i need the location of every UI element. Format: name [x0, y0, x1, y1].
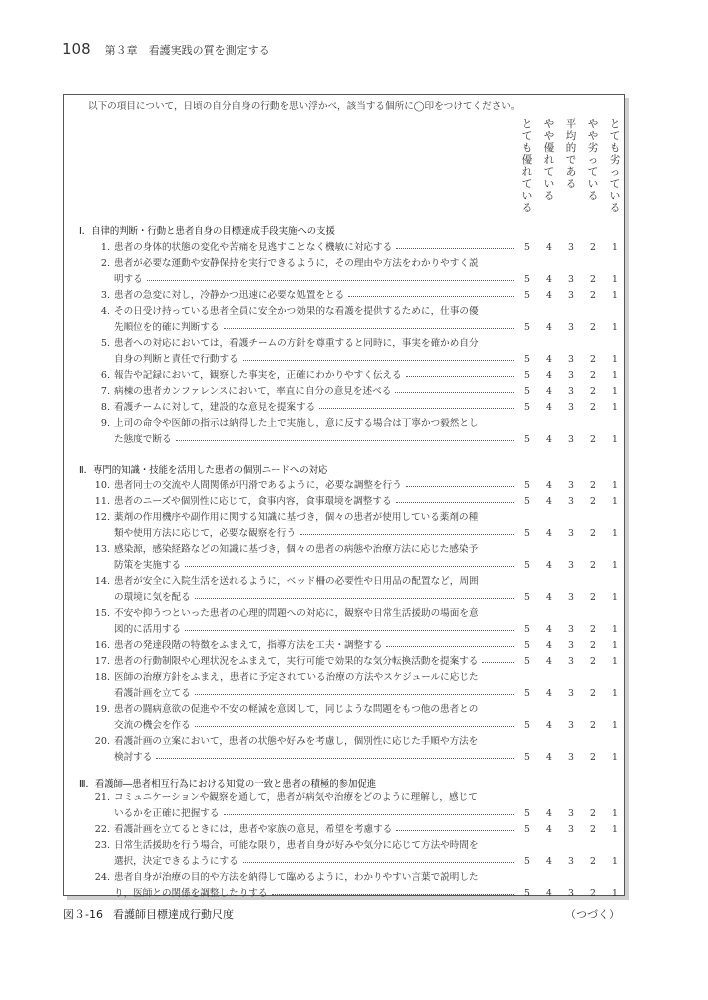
- questionnaire-item: [88, 400, 624, 416]
- score-option[interactable]: 5: [524, 370, 530, 381]
- item-number: 6.: [100, 370, 110, 381]
- item-line: [88, 304, 624, 320]
- item-line: [88, 686, 624, 702]
- score-option[interactable]: 4: [546, 386, 552, 397]
- score-option[interactable]: 5: [524, 354, 530, 365]
- figure-number: 図３-16: [63, 908, 103, 921]
- score-option[interactable]: 1: [612, 808, 618, 819]
- score-option[interactable]: 4: [546, 688, 552, 699]
- questionnaire-item: [88, 288, 624, 304]
- questionnaire-item: [88, 542, 624, 574]
- score-option[interactable]: 4: [546, 480, 552, 491]
- score-option[interactable]: 4: [546, 856, 552, 867]
- score-option[interactable]: 5: [524, 290, 530, 301]
- scale-header: や や 優 れ て い る: [543, 118, 555, 202]
- questionnaire-item: [88, 510, 624, 542]
- item-line: [88, 886, 624, 902]
- questionnaire-item: [88, 494, 624, 510]
- item-line: [88, 400, 624, 416]
- page-header: [62, 40, 270, 58]
- score-option[interactable]: 1: [612, 322, 618, 333]
- score-option[interactable]: 1: [612, 856, 618, 867]
- item-number: 15.: [94, 608, 110, 619]
- item-line: [88, 384, 624, 400]
- questionnaire-item: [88, 336, 624, 368]
- item-text: 薬剤の作用機序や副作用に関する知識に基づき，個々の患者が使用している薬剤の種: [114, 512, 479, 523]
- item-text: 先順位を的確に判断する: [114, 322, 220, 333]
- questionnaire-item: [88, 240, 624, 256]
- score-option[interactable]: 4: [546, 290, 552, 301]
- item-text: 患者の発達段階の特徴をふまえて，指導方法を工夫・調整する: [114, 640, 383, 651]
- dotted-leader: [185, 629, 514, 631]
- item-number: 11.: [94, 496, 110, 507]
- score-option[interactable]: 5: [524, 592, 530, 603]
- item-text: 看護計画を立てるときには，患者や家族の意見，希望を考慮する: [114, 824, 393, 835]
- item-text: 患者が必要な運動や安静保持を実行できるように，その理由や方法をわかりやすく説: [114, 258, 479, 269]
- item-text: 不安や抑うつといった患者の心理的問題への対応に，観察や日常生活援助の場面を意: [114, 608, 479, 619]
- score-option[interactable]: 1: [612, 290, 618, 301]
- score-option[interactable]: 1: [612, 888, 618, 899]
- questionnaire-item: [88, 256, 624, 288]
- item-number: 21.: [94, 792, 110, 803]
- item-text: 患者が安全に入院生活を送れるように，ベッド柵の必要性や日用品の配置など，周囲: [114, 576, 479, 587]
- dotted-leader: [176, 439, 514, 441]
- score-option[interactable]: 1: [612, 592, 618, 603]
- score-option[interactable]: 3: [568, 888, 574, 899]
- dotted-leader: [195, 597, 514, 599]
- score-option[interactable]: 2: [590, 640, 596, 651]
- dotted-leader: [386, 645, 514, 647]
- item-text: た態度で断る: [114, 434, 172, 445]
- score-option[interactable]: 3: [568, 560, 574, 571]
- item-text: 患者同士の交流や人間関係が円滑であるように，必要な調整を行う: [114, 480, 402, 491]
- item-number: 17.: [94, 656, 110, 667]
- questionnaire-item: [88, 870, 624, 902]
- score-option[interactable]: 1: [612, 656, 618, 667]
- item-line: [88, 432, 624, 448]
- item-line: [88, 320, 624, 336]
- questionnaire-item: [88, 822, 624, 838]
- score-option[interactable]: 2: [590, 322, 596, 333]
- item-number: 1.: [100, 242, 110, 253]
- score-option[interactable]: 5: [524, 496, 530, 507]
- dotted-leader: [406, 485, 514, 487]
- score-option[interactable]: 4: [546, 888, 552, 899]
- score-option[interactable]: 2: [590, 274, 596, 285]
- score-option[interactable]: 3: [568, 640, 574, 651]
- item-text: の環境に気を配る: [114, 592, 191, 603]
- score-option[interactable]: 5: [524, 386, 530, 397]
- item-number: 8.: [100, 402, 110, 413]
- score-option[interactable]: 1: [612, 434, 618, 445]
- score-option[interactable]: 4: [546, 592, 552, 603]
- item-line: [88, 654, 624, 670]
- item-text: 選択，決定できるようにする: [114, 856, 239, 867]
- score-option[interactable]: 5: [524, 752, 530, 763]
- score-option[interactable]: 3: [568, 856, 574, 867]
- score-option[interactable]: 5: [524, 624, 530, 635]
- item-text: 患者の急変に対し，冷静かつ迅速に必要な処置をとる: [114, 290, 345, 301]
- score-option[interactable]: 2: [590, 290, 596, 301]
- section-title: Ⅲ．看護師―患者相互行為における知覚の一致と患者の積極的参加促進: [79, 779, 377, 790]
- score-option[interactable]: 5: [524, 242, 530, 253]
- item-text: 日常生活援助を行う場合，可能な限り，患者自身が好みや気分に応じて方法や時間を: [114, 840, 479, 851]
- score-option[interactable]: 4: [546, 824, 552, 835]
- figure-caption: [63, 906, 234, 922]
- score-option[interactable]: 5: [524, 528, 530, 539]
- item-line: [88, 272, 624, 288]
- score-option[interactable]: 4: [546, 322, 552, 333]
- score-option[interactable]: 2: [590, 354, 596, 365]
- questionnaire-item: [88, 734, 624, 766]
- questionnaire-item: [88, 606, 624, 638]
- score-option[interactable]: 5: [524, 274, 530, 285]
- score-option[interactable]: 3: [568, 496, 574, 507]
- item-line: [88, 606, 624, 622]
- score-option[interactable]: 4: [546, 656, 552, 667]
- scale-header: と て も 劣 っ て い る: [609, 118, 621, 214]
- score-option[interactable]: 2: [590, 434, 596, 445]
- score-option[interactable]: 5: [524, 640, 530, 651]
- item-line: [88, 240, 624, 256]
- score-option[interactable]: 5: [524, 656, 530, 667]
- item-line: [88, 822, 624, 838]
- instruction-text: 以下の項目について，日頃の自分自身の行動を思い浮かべ，該当する個所に◯印をつけてください。: [88, 101, 521, 112]
- score-option[interactable]: 5: [524, 856, 530, 867]
- item-line: [88, 590, 624, 606]
- item-line: [88, 494, 624, 510]
- score-option[interactable]: 3: [568, 354, 574, 365]
- score-option[interactable]: 1: [612, 752, 618, 763]
- score-option[interactable]: 1: [612, 560, 618, 571]
- score-option[interactable]: 5: [524, 480, 530, 491]
- item-text: 患者のニーズや個別性に応じて，食事内容，食事環境を調整する: [114, 496, 392, 507]
- score-option[interactable]: 1: [612, 242, 618, 253]
- item-text: 交流の機会を作る: [114, 720, 191, 731]
- continued-note: （つづく）: [565, 908, 620, 921]
- item-text: 図的に活用する: [114, 624, 182, 635]
- dotted-leader: [185, 565, 514, 567]
- item-line: [88, 256, 624, 272]
- score-option[interactable]: 3: [568, 434, 574, 445]
- score-option[interactable]: 5: [524, 888, 530, 899]
- score-option[interactable]: 3: [568, 592, 574, 603]
- score-option[interactable]: 2: [590, 688, 596, 699]
- scale-header: 平 均 的 で あ る: [565, 118, 577, 190]
- score-option[interactable]: 5: [524, 322, 530, 333]
- item-line: [88, 558, 624, 574]
- score-option[interactable]: 3: [568, 242, 574, 253]
- score-option[interactable]: 1: [612, 624, 618, 635]
- score-option[interactable]: 5: [524, 560, 530, 571]
- item-text: その日受け持っている患者全員に安全かつ効果的な看護を提供するために，仕事の優: [114, 306, 479, 317]
- item-number: 22.: [94, 824, 110, 835]
- item-number: 10.: [94, 480, 110, 491]
- item-line: [88, 336, 624, 352]
- score-option[interactable]: 5: [524, 824, 530, 835]
- item-text: 検討する: [114, 752, 153, 763]
- questionnaire-item: [88, 638, 624, 654]
- dotted-leader: [156, 757, 514, 759]
- item-text: 上司の命令や医師の指示は納得した上で実施し，意に反する場合は丁寧かつ毅然とし: [114, 418, 479, 429]
- scale-header: と て も 優 れ て い る: [521, 118, 533, 214]
- score-option[interactable]: 3: [568, 274, 574, 285]
- questionnaire-item: [88, 574, 624, 606]
- dotted-leader: [300, 533, 514, 535]
- item-text: 感染源，感染経路などの知識に基づき，個々の患者の病態や治療方法に応じた感染予: [114, 544, 479, 555]
- item-text: 看護チームに対して，建設的な意見を提案する: [114, 402, 316, 413]
- score-option[interactable]: 2: [590, 808, 596, 819]
- item-text: り，医師との関係を調整したりする: [114, 888, 268, 899]
- score-option[interactable]: 4: [546, 720, 552, 731]
- dotted-leader: [319, 407, 514, 409]
- item-text: 患者への対応においては，看護チームの方針を尊重すると同時に，事実を確かめ自分: [114, 338, 479, 349]
- score-option[interactable]: 5: [524, 720, 530, 731]
- item-number: 23.: [94, 840, 110, 851]
- score-option[interactable]: 4: [546, 370, 552, 381]
- section-title: Ⅱ．専門的知識・技能を活用した患者の個別ニードへの対応: [79, 465, 328, 476]
- score-option[interactable]: 2: [590, 752, 596, 763]
- item-line: [88, 638, 624, 654]
- item-text: 患者の行動制限や心理状況をふまえて，実行可能で効果的な気分転換活動を提案する: [114, 656, 479, 667]
- score-option[interactable]: 5: [524, 808, 530, 819]
- score-option[interactable]: 4: [546, 402, 552, 413]
- item-number: 24.: [94, 872, 110, 883]
- score-option[interactable]: 3: [568, 720, 574, 731]
- item-line: [88, 702, 624, 718]
- item-line: [88, 288, 624, 304]
- score-option[interactable]: 4: [546, 752, 552, 763]
- dotted-leader: [272, 893, 514, 895]
- dotted-leader: [396, 247, 514, 249]
- score-option[interactable]: 4: [546, 434, 552, 445]
- score-option[interactable]: 2: [590, 560, 596, 571]
- score-option[interactable]: 5: [524, 402, 530, 413]
- dotted-leader: [406, 375, 514, 377]
- score-option[interactable]: 2: [590, 624, 596, 635]
- item-line: [88, 574, 624, 590]
- questionnaire-item: [88, 384, 624, 400]
- score-option[interactable]: 2: [590, 656, 596, 667]
- item-text: 明する: [114, 274, 143, 285]
- item-line: [88, 854, 624, 870]
- item-text: 医師の治療方針をふまえ，患者に予定されている治療の方法やスケジュールに応じた: [114, 672, 479, 683]
- item-text: 報告や記録において，観察した事実を，正確にわかりやすく伝える: [114, 370, 402, 381]
- item-line: [88, 718, 624, 734]
- item-number: 19.: [94, 704, 110, 715]
- item-line: [88, 670, 624, 686]
- score-option[interactable]: 1: [612, 386, 618, 397]
- score-option[interactable]: 1: [612, 824, 618, 835]
- dotted-leader: [482, 661, 514, 663]
- dotted-leader: [224, 327, 514, 329]
- score-option[interactable]: 2: [590, 496, 596, 507]
- chapter-title: 第３章 看護実践の質を測定する: [104, 44, 270, 57]
- item-text: 看護計画の立案において，患者の状態や好みを考慮し，個別性に応じた手順や方法を: [114, 736, 479, 747]
- score-option[interactable]: 2: [590, 592, 596, 603]
- score-option[interactable]: 3: [568, 624, 574, 635]
- score-option[interactable]: 2: [590, 402, 596, 413]
- score-option[interactable]: 1: [612, 688, 618, 699]
- score-option[interactable]: 1: [612, 274, 618, 285]
- score-option[interactable]: 1: [612, 720, 618, 731]
- score-option[interactable]: 4: [546, 496, 552, 507]
- score-option[interactable]: 1: [612, 354, 618, 365]
- item-number: 9.: [100, 418, 110, 429]
- questionnaire-item: [88, 654, 624, 670]
- score-option[interactable]: 4: [546, 354, 552, 365]
- score-option[interactable]: 5: [524, 434, 530, 445]
- score-option[interactable]: 3: [568, 688, 574, 699]
- dotted-leader: [348, 295, 514, 297]
- score-option[interactable]: 3: [568, 402, 574, 413]
- score-option[interactable]: 2: [590, 824, 596, 835]
- item-number: 13.: [94, 544, 110, 555]
- questionnaire-item: [88, 670, 624, 702]
- questionnaire-item: [88, 304, 624, 336]
- dotted-leader: [224, 813, 514, 815]
- score-option[interactable]: 3: [568, 824, 574, 835]
- questionnaire-item: [88, 838, 624, 870]
- item-line: [88, 510, 624, 526]
- item-number: 20.: [94, 736, 110, 747]
- dotted-leader: [396, 829, 514, 831]
- item-text: 病棟の患者カンファレンスにおいて，率直に自分の意見を述べる: [114, 386, 392, 397]
- score-option[interactable]: 2: [590, 856, 596, 867]
- item-line: [88, 734, 624, 750]
- questionnaire-item: [88, 478, 624, 494]
- score-option[interactable]: 2: [590, 888, 596, 899]
- section-title: Ⅰ．自律的判断・行動と患者自身の目標達成手段実施への支援: [79, 226, 335, 237]
- score-option[interactable]: 4: [546, 274, 552, 285]
- item-line: [88, 622, 624, 638]
- score-option[interactable]: 4: [546, 808, 552, 819]
- item-line: [88, 526, 624, 542]
- item-text: コミュニケーションや観察を通して，患者が病気や治療をどのように理解し，感じて: [114, 792, 478, 803]
- score-option[interactable]: 4: [546, 640, 552, 651]
- item-line: [88, 750, 624, 766]
- item-line: [88, 790, 624, 806]
- score-option[interactable]: 2: [590, 480, 596, 491]
- dotted-leader: [147, 279, 514, 281]
- questionnaire-item: [88, 416, 624, 448]
- item-text: 患者の身体的状態の変化や苦痛を見逃すことなく機敏に対応する: [114, 242, 393, 253]
- score-option[interactable]: 3: [568, 752, 574, 763]
- score-option[interactable]: 1: [612, 370, 618, 381]
- score-option[interactable]: 5: [524, 688, 530, 699]
- item-text: 防策を実施する: [114, 560, 182, 571]
- item-number: 2.: [100, 258, 110, 269]
- dotted-leader: [195, 725, 514, 727]
- item-number: 14.: [94, 576, 110, 587]
- questionnaire-item: [88, 702, 624, 734]
- score-option[interactable]: 3: [568, 528, 574, 539]
- item-number: 4.: [100, 306, 110, 317]
- dotted-leader: [243, 359, 514, 361]
- item-text: 患者自身が治療の目的や方法を納得して臨めるように，わかりやすい言葉で説明した: [114, 872, 479, 883]
- score-option[interactable]: 3: [568, 656, 574, 667]
- score-option[interactable]: 1: [612, 496, 618, 507]
- item-line: [88, 368, 624, 384]
- dotted-leader: [396, 501, 514, 503]
- score-option[interactable]: 3: [568, 480, 574, 491]
- dotted-leader: [243, 861, 514, 863]
- score-option[interactable]: 4: [546, 242, 552, 253]
- item-text: 自身の判断と責任で行動する: [114, 354, 239, 365]
- item-line: [88, 838, 624, 854]
- item-line: [88, 352, 624, 368]
- item-line: [88, 478, 624, 494]
- item-number: 5.: [100, 338, 110, 349]
- score-option[interactable]: 3: [568, 386, 574, 397]
- figure-title: 看護師目標達成行動尺度: [112, 908, 234, 921]
- item-text: 患者の闘病意欲の促進や不安の軽減を意図して，同じような問題をもつ他の患者との: [114, 704, 479, 715]
- score-option[interactable]: 3: [568, 322, 574, 333]
- score-option[interactable]: 1: [612, 528, 618, 539]
- item-line: [88, 806, 624, 822]
- score-option[interactable]: 4: [546, 560, 552, 571]
- score-option[interactable]: 3: [568, 370, 574, 381]
- item-line: [88, 870, 624, 886]
- item-number: 12.: [94, 512, 110, 523]
- questionnaire-item: [88, 790, 624, 822]
- item-number: 18.: [94, 672, 110, 683]
- item-number: 3.: [100, 290, 110, 301]
- item-number: 16.: [94, 640, 110, 651]
- score-option[interactable]: 3: [568, 808, 574, 819]
- score-option[interactable]: 2: [590, 386, 596, 397]
- score-option[interactable]: 1: [612, 640, 618, 651]
- item-line: [88, 416, 624, 432]
- item-text: 看護計画を立てる: [114, 688, 191, 699]
- score-option[interactable]: 2: [590, 370, 596, 381]
- dotted-leader: [195, 693, 514, 695]
- page-number: 108: [62, 40, 91, 58]
- score-option[interactable]: 2: [590, 720, 596, 731]
- score-option[interactable]: 4: [546, 624, 552, 635]
- item-text: 類や使用方法に応じて，必要な観察を行う: [114, 528, 297, 539]
- score-option[interactable]: 1: [612, 480, 618, 491]
- score-option[interactable]: 2: [590, 528, 596, 539]
- dotted-leader: [395, 391, 514, 393]
- scale-header: や や 劣 っ て い る: [587, 118, 599, 202]
- item-line: [88, 542, 624, 558]
- item-number: 7.: [100, 386, 110, 397]
- questionnaire-item: [88, 368, 624, 384]
- score-option[interactable]: 3: [568, 290, 574, 301]
- score-option[interactable]: 4: [546, 528, 552, 539]
- score-option[interactable]: 1: [612, 402, 618, 413]
- item-text: いるかを正確に把握する: [114, 808, 220, 819]
- score-option[interactable]: 2: [590, 242, 596, 253]
